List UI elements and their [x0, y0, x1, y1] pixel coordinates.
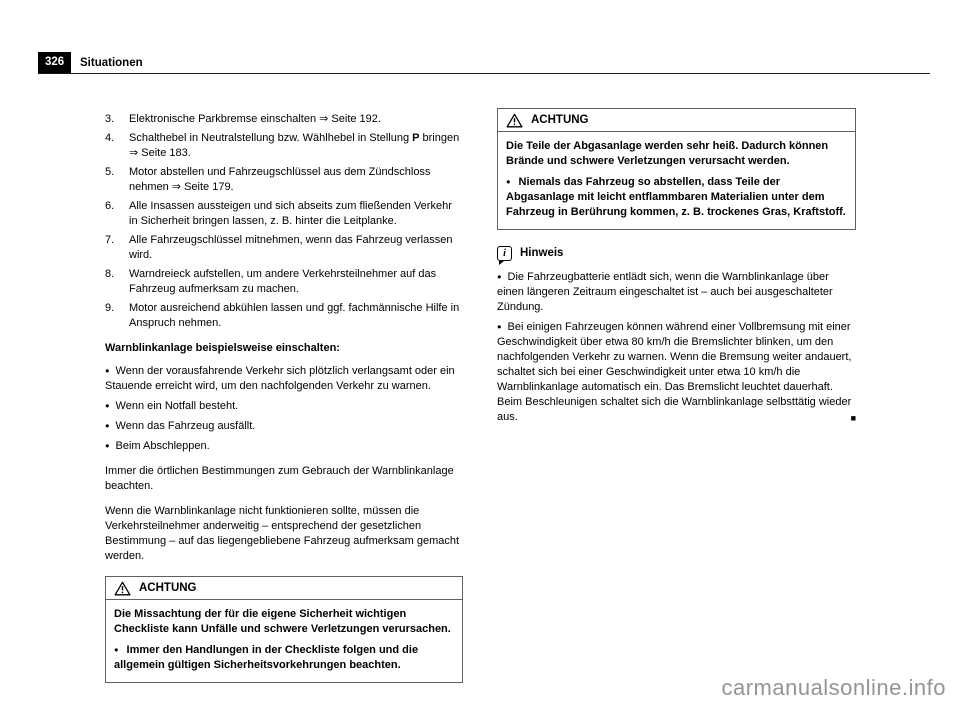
- list-item: [105, 165, 463, 195]
- warning-intro: Die Teile der Abgasanlage werden sehr heiß. Dadurch können Brände und schwere Verletzungen verursacht werden.: [506, 140, 829, 167]
- watermark: carmanualsonline.info: [721, 675, 946, 700]
- header-divider: [38, 73, 930, 74]
- step-text: Alle Fahrzeugschlüssel mitnehmen, wenn das Fahrzeug verlassen wird.: [129, 234, 453, 261]
- step-text: Elektronische Parkbremse einschalten ⇒ Seite 192.: [129, 113, 381, 125]
- warning-bullet: [506, 175, 847, 220]
- step-number: 4.: [105, 132, 115, 144]
- bullet-text: Niemals das Fahrzeug so abstellen, dass Teile der Abgasanlage mit leicht entflammbaren Materialien unter dem Fahrzeug in Berührung kommen, z. B. trockenes Gras, Kraftstoff.: [506, 176, 846, 218]
- step-number: 5.: [105, 166, 115, 178]
- warning-bullet: [114, 643, 454, 673]
- list-item: [105, 199, 463, 229]
- paragraph: Immer die örtlichen Bestimmungen zum Gebrauch der Warnblinkanlage beachten.: [105, 465, 454, 492]
- step-number: 7.: [105, 234, 115, 246]
- step-text: Motor abstellen und Fahrzeugschlüssel aus dem Zündschloss nehmen ⇒ Seite 179.: [129, 166, 431, 193]
- right-column: [497, 108, 856, 425]
- info-glyph: i: [503, 247, 506, 259]
- step-text-part: Schalthebel in Neutralstellung bzw. Wählhebel in Stellung: [129, 132, 413, 144]
- bullet-item: [105, 399, 463, 414]
- step-number: 6.: [105, 200, 115, 212]
- step-number: 8.: [105, 268, 115, 280]
- list-item: [105, 131, 463, 161]
- bullet-text: Die Fahrzeugbatterie entlädt sich, wenn die Warnblinkanlage über einen längeren Zeitraum eingeschaltet ist – auch bei ausgeschalteter Zündung.: [497, 271, 833, 313]
- warning-header: [106, 577, 462, 600]
- warning-box: [105, 576, 463, 683]
- warning-body: [106, 600, 462, 682]
- section-title: Situationen: [80, 57, 143, 69]
- bullet-text: Immer den Handlungen in der Checkliste folgen und die allgemein gültigen Sicherheitsvorkehrungen beachten.: [114, 644, 419, 671]
- note-bullet: [497, 320, 856, 425]
- info-note-icon: [497, 246, 512, 261]
- bullet-text: Wenn der vorausfahrende Verkehr sich plötzlich verlangsamt oder ein Stauende erreicht wird, um den nachfolgenden Verkehr zu warnen.: [105, 365, 455, 392]
- paragraph: Wenn die Warnblinkanlage nicht funktionieren sollte, müssen die Verkehrsteilnehmer anderweitig – entsprechend der gesetzlichen Bestimmung – auf das liegengebliebene Fahrzeug aufmerksam gemacht werden.: [105, 505, 460, 562]
- subheading: Warnblinkanlage beispielsweise einschalten:: [105, 342, 340, 354]
- step-number: 3.: [105, 113, 115, 125]
- warning-box: [497, 108, 856, 230]
- warning-title: ACHTUNG: [139, 582, 197, 594]
- note-bullet: [497, 270, 856, 315]
- bullet-text: Bei einigen Fahrzeugen können während einer Vollbremsung mit einer Geschwindigkeit über etwa 80 km/h die Bremslichter blinken, um den nachfolgenden Verkehr zu warnen. Wenn die Bremsung weiter andauert, schaltet sich bei einer Geschwindigkeit unter etwa 10 km/h die Warnblinkanlage automatisch ein. Das Bremslicht leuchtet dauerhaft. Beim Beschleunigen schaltet sich die Warnblinkanlage selbsttätig wieder aus.: [497, 321, 852, 423]
- step-text-part: bringen ⇒ Seite 183.: [129, 132, 460, 159]
- warning-body: [498, 132, 855, 229]
- note-header: [497, 246, 856, 261]
- bullet-item: [105, 364, 463, 394]
- list-item: [105, 233, 463, 263]
- left-column: [105, 112, 463, 683]
- step-text: Motor ausreichend abkühlen lassen und ggf. fachmännische Hilfe in Anspruch nehmen.: [129, 302, 460, 329]
- bullet-text: Beim Abschleppen.: [115, 440, 210, 452]
- page-number: 326: [38, 52, 71, 73]
- bullet-text: Wenn das Fahrzeug ausfällt.: [115, 420, 256, 432]
- warning-header: [498, 109, 855, 132]
- warning-triangle-icon: [114, 581, 131, 596]
- bullet-text: Wenn ein Notfall besteht.: [115, 400, 239, 412]
- note-title: Hinweis: [520, 247, 564, 259]
- warning-triangle-icon: [506, 113, 523, 128]
- list-item: [105, 267, 463, 297]
- step-text: Alle Insassen aussteigen und sich abseits zum fließenden Verkehr in Sicherheit bringen lassen, z. B. hinter die Leitplanke.: [129, 200, 452, 227]
- section-end-marker: ■: [850, 413, 856, 423]
- bullet-item: [105, 439, 463, 454]
- step-text-bold: P: [412, 132, 420, 144]
- step-text: [129, 131, 463, 161]
- list-item: [105, 112, 463, 127]
- bullet-item: [105, 419, 463, 434]
- warning-title: ACHTUNG: [531, 114, 589, 126]
- step-number: 9.: [105, 302, 115, 314]
- warning-intro: Die Missachtung der für die eigene Sicherheit wichtigen Checkliste kann Unfälle und schwere Verletzungen verursachen.: [114, 608, 451, 635]
- list-item: [105, 301, 463, 331]
- step-text: Warndreieck aufstellen, um andere Verkehrsteilnehmer auf das Fahrzeug aufmerksam zu machen.: [129, 268, 437, 295]
